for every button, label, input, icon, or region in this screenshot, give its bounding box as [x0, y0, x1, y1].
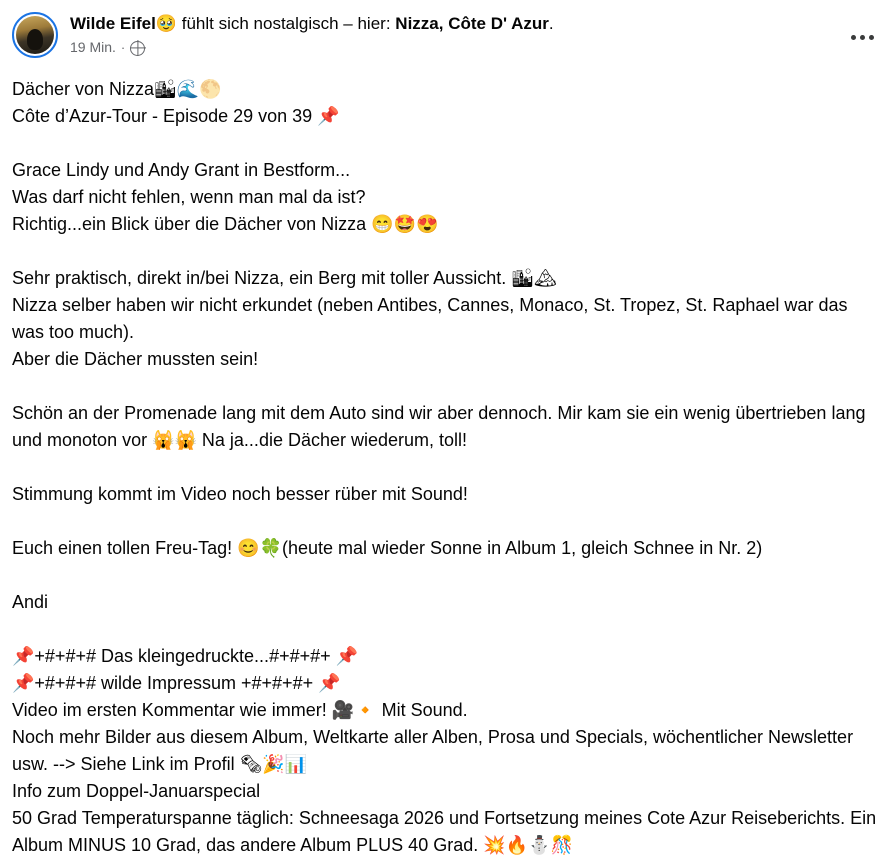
post-line-gap: [12, 130, 881, 157]
post-line: Aber die Dächer mussten sein!: [12, 349, 259, 369]
post-line: Noch mehr Bilder aus diesem Album, Weltkarte aller Alben, Prosa und Specials, wöchentlicher Newsletter usw. --> Siehe Link im Profil 🗞🎉📊: [12, 727, 854, 774]
post-header-text: [70, 10, 554, 57]
byline-period: .: [548, 14, 554, 33]
post-line: Andi: [12, 592, 49, 612]
post-line: Was darf nicht fehlen, wenn man mal da ist?: [12, 187, 366, 207]
post-header: [12, 10, 881, 62]
post-line: 50 Grad Temperaturspanne täglich: Schneesaga 2026 und Fortsetzung meines Cote Azur Reiseberichts. Ein Album MINUS 10 Grad, das andere Album PLUS 40 Grad. 💥🔥⛄🎊: [12, 808, 877, 855]
post-line: Grace Lindy und Andy Grant in Bestform...: [12, 160, 351, 180]
post-line: Nizza selber haben wir nicht erkundet (neben Antibes, Cannes, Monaco, St. Tropez, St. Raphael war das was too much).: [12, 295, 848, 342]
post-message: [12, 76, 881, 859]
post-line-gap: [12, 454, 881, 481]
post-line-gap: [12, 616, 881, 643]
post-line: 📌+#+#+# wilde Impressum +#+#+#+ 📌: [12, 673, 341, 693]
post-timestamp[interactable]: 19 Min.: [70, 39, 116, 56]
post-author-name[interactable]: Wilde Eifel: [70, 14, 156, 33]
ellipsis-icon-dot-1: [851, 35, 856, 40]
feeling-emoji: 🥹: [155, 14, 177, 34]
post-line: Richtig...ein Blick über die Dächer von Nizza 😁🤩😍: [12, 214, 439, 234]
post-line: Euch einen tollen Freu-Tag! 😊🍀(heute mal wieder Sonne in Album 1, gleich Schnee in Nr. 2): [12, 538, 763, 558]
post-line: Sehr praktisch, direkt in/bei Nizza, ein Berg mit toller Aussicht. 🏙🏔: [12, 268, 557, 288]
post-options-button[interactable]: [845, 24, 879, 50]
post-line-gap: [12, 562, 881, 589]
post-line-gap: [12, 373, 881, 400]
post-line: Schön an der Promenade lang mit dem Auto sind wir aber dennoch. Mir kam sie ein wenig übertrieben lang und monoton vor 🙀🙀 Na ja...die Dächer wiederum, toll!: [12, 403, 866, 450]
meta-separator: ·: [120, 39, 126, 55]
post-byline: [70, 13, 554, 35]
post-line: Dächer von Nizza🏙🌊🌕: [12, 79, 222, 99]
globe-icon[interactable]: [130, 41, 145, 56]
post-line: Côte d’Azur-Tour - Episode 29 von 39 📌: [12, 106, 340, 126]
ellipsis-icon-dot-2: [860, 35, 865, 40]
post-line-gap: [12, 238, 881, 265]
post-line: Stimmung kommt im Video noch besser rüber mit Sound!: [12, 484, 468, 504]
post-line: Info zum Doppel-Januarspecial: [12, 781, 261, 801]
post-meta: [70, 39, 554, 57]
post-line: Video im ersten Kommentar wie immer! 🎥🔸 Mit Sound.: [12, 700, 468, 720]
post-line: 📌+#+#+# Das kleingedruckte...#+#+#+ 📌: [12, 646, 359, 666]
post-line-gap: [12, 508, 881, 535]
ellipsis-icon-dot-3: [869, 35, 874, 40]
avatar-image: [16, 16, 54, 54]
feeling-text: fühlt sich nostalgisch – hier:: [181, 14, 391, 33]
post-place-link[interactable]: Nizza, Côte D' Azur: [395, 14, 549, 33]
avatar[interactable]: [12, 12, 58, 58]
